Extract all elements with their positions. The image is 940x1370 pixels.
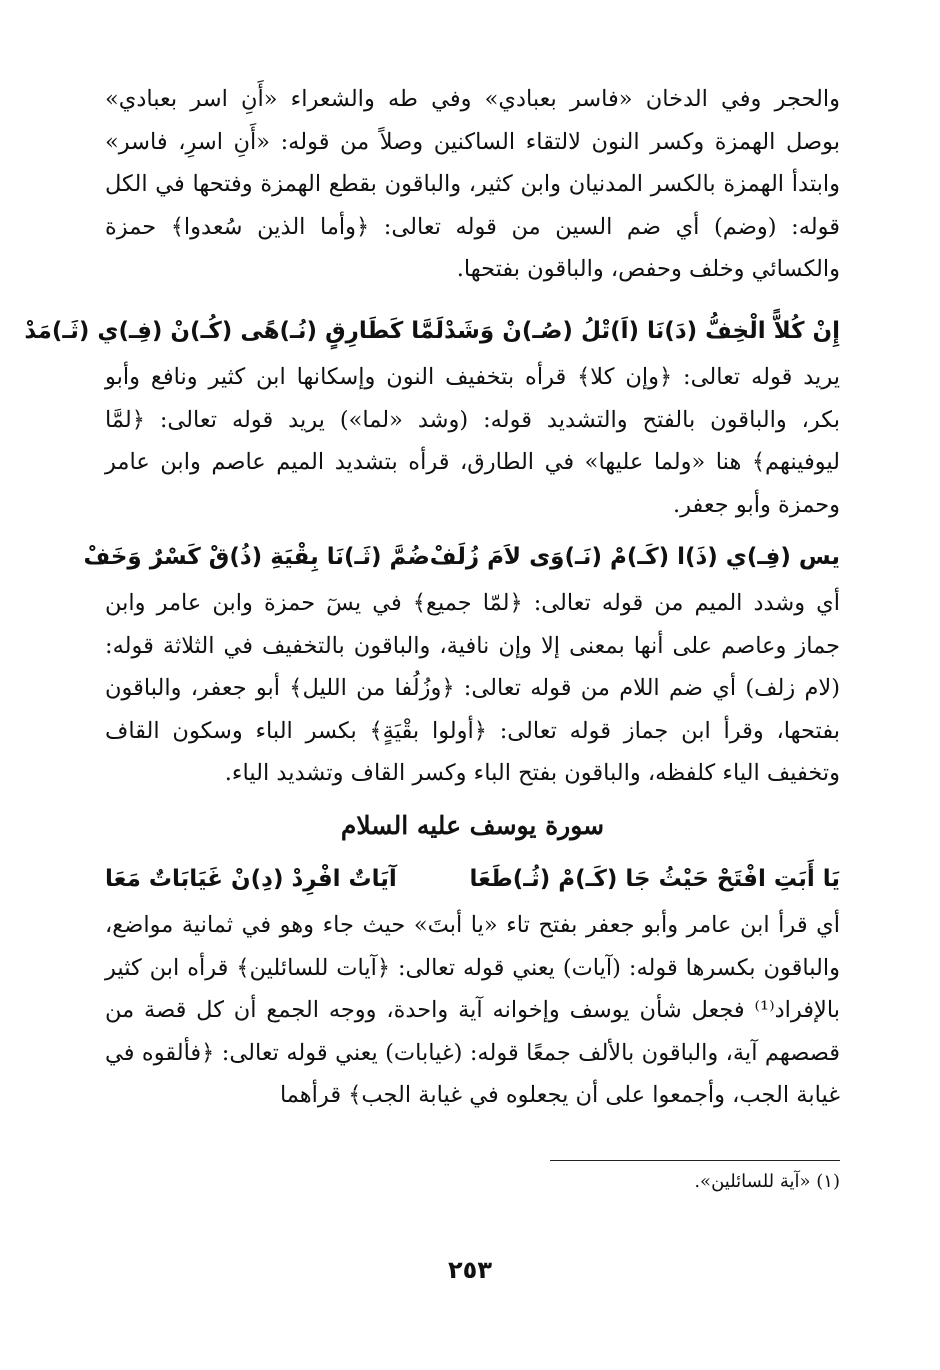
footnote: (١) «آية للسائلين».: [694, 1171, 840, 1192]
paragraph-1: والحجر وفي الدخان «فاسر بعبادي» وفي طه والشعراء «أَنِ اسر بعبادي» بوصل الهمزة وكسر النون لالتقاء الساكنين وصلاً من قوله: «أَنِ اسرِ، فاسر» وابتدأ الهمزة بالكسر المدنيان وابن كثير، والباقون بقطع الهمزة وفتحها في الكل قوله: (وضم) أي ضم السين من قوله تعالى: ﴿وأما الذين سُعدوا﴾ حمزة والكسائي وخلف وحفص، والباقون بفتحها.: [105, 86, 840, 282]
paragraph-4: أي قرأ ابن عامر وأبو جعفر بفتح تاء «يا أبتَ» حيث جاء وهو في ثمانية مواضع، والباقون بكسرها قوله: (آيات) يعني قوله تعالى: ﴿آيات للسائلين﴾ قرأه ابن كثير بالإفراد⁽¹⁾ فجعل شأن يوسف وإخوانه آية واحدة، ووجه الجمع أن كل قصة من قصصهم آية، والباقون بالألف جمعًا قوله: (غيابات) يعني قوله تعالى: ﴿فألقوه في غيابة الجب، وأجمعوا على أن يجعلوه في غيابة الجب﴾ قرأهما: [105, 912, 840, 1108]
verse-hemistich-left: لَمَّا كَطَارِقٍ (نُـ)هًى (كُـ)نْ (فِـ)ي (ثَـ)مَدْ: [24, 318, 444, 344]
verse-hemistich-right: يس (فِـ)ي (ذَ)ا (كَـ)مْ (نَـ)وَى لاَمَ زُلَفْ: [429, 544, 840, 570]
verse-line-1: [24, 306, 840, 356]
page-number: ٢٥٣: [448, 1256, 492, 1284]
verse-hemistich-right: إِنْ كُلاًّ الْخِفُّ (دَ)نَا (اَ)تْلُ (صُـ)نْ وَشَدْ: [444, 318, 840, 344]
verse-hemistich-left: ضُمَّ (ثَـ)نَا بِقْيَةِ (ذُ)قْ كَسْرٌ وَخَفْ: [83, 544, 430, 570]
verse-line-2: [83, 532, 840, 582]
verse-hemistich-right: يَا أَبَتِ افْتَحْ حَيْثُ جَا (كَـ)مْ (ثُـ)طَعَا: [469, 866, 840, 892]
verse-line-3: [105, 854, 840, 904]
paragraph-2: يريد قوله تعالى: ﴿وإن كلا﴾ قرأه بتخفيف النون وإسكانها ابن كثير ونافع وأبو بكر، والباقون بالفتح والتشديد قوله: (وشد «لما») يريد قوله تعالى: ﴿لمَّا ليوفينهم﴾ هنا «ولما عليها» في الطارق، قرأه بتشديد الميم عاصم وابن عامر وحمزة وأبو جعفر.: [105, 364, 840, 518]
surah-heading: سورة يوسف عليه السلام: [340, 811, 605, 840]
paragraph-3: أي وشدد الميم من قوله تعالى: ﴿لمّا جميع﴾ في يسٓ حمزة وابن عامر وابن جماز وعاصم على أنها بمعنى إلا وإن نافية، والباقون بالتخفيف في الثلاثة قوله: (لام زلف) أي ضم اللام من قوله تعالى: ﴿وزُلُفا من الليل﴾ أبو جعفر، والباقون بفتحها، وقرأ ابن جماز قوله تعالى: ﴿أولوا بقْيَةٍ﴾ بكسر الباء وسكون القاف وتخفيف الياء كلفظه، والباقون بفتح الباء وكسر القاف وتشديد الياء.: [105, 590, 840, 786]
footnote-divider: [550, 1160, 840, 1161]
verse-hemistich-left: آيَاتٌ افْرِدْ (دِ)نْ غَيَابَاتٌ مَعَا: [105, 866, 397, 892]
